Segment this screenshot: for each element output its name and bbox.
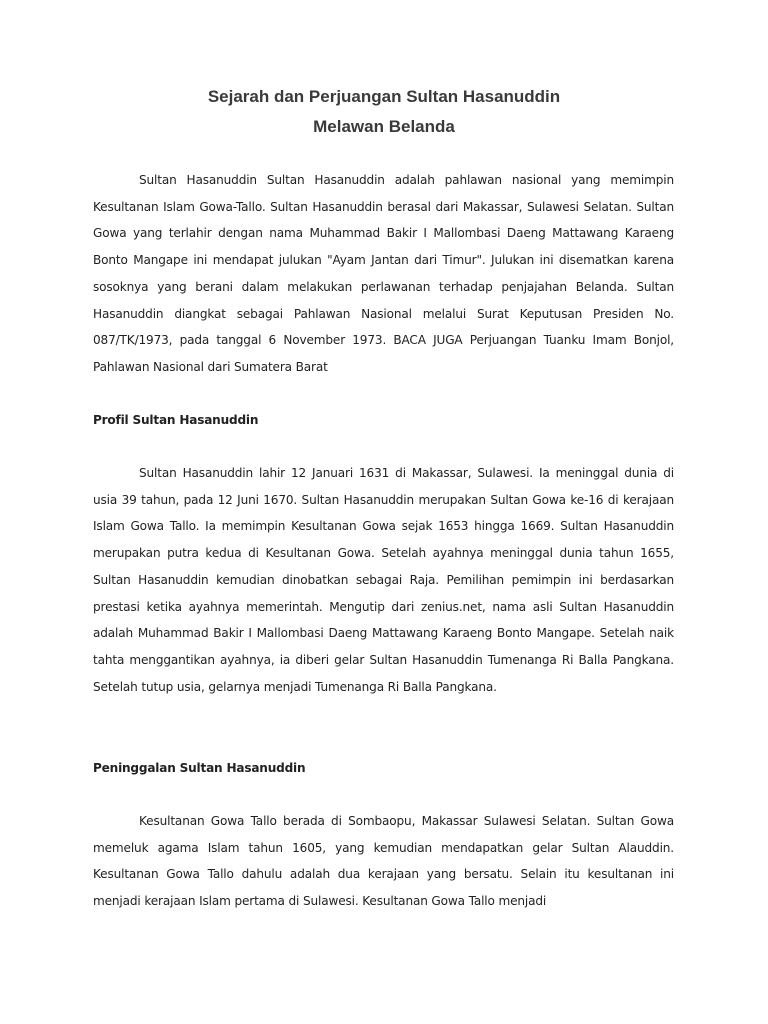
paragraph-peninggalan: Kesultanan Gowa Tallo berada di Sombaopu, Makassar Sulawesi Selatan. Sultan Gowa memeluk agama Islam tahun 1605, yang kemudian mendapatkan gelar Sultan Alauddin. Kesultanan Gowa Tallo dahulu adalah dua kerajaan yang bersatu. Selain itu kesultanan ini menjadi kerajaan Islam pertama di Sulawesi. Kesultanan Gowa Tallo menjadi xyxy=(93,814,674,909)
paragraph-profil: Sultan Hasanuddin lahir 12 Januari 1631 di Makassar, Sulawesi. Ia meninggal dunia di usia 39 tahun, pada 12 Juni 1670. Sultan Hasanuddin merupakan Sultan Gowa ke-16 di kerajaan Islam Gowa Tallo. Ia memimpin Kesultanan Gowa sejak 1653 hingga 1669. Sultan Hasanuddin merupakan putra kedua di Kesultanan Gowa. Setelah ayahnya meninggal dunia tahun 1655, Sultan Hasanuddin kemudian dinobatkan sebagai Raja. Pemilihan pemimpin ini berdasarkan prestasi ketika ayahnya memerintah. Mengutip dari zenius.net, nama asli Sultan Hasanuddin adalah Muhammad Bakir I Mallombasi Daeng Mattawang Karaeng Bonto Mangape. Setelah naik tahta menggantikan ayahnya, ia diberi gelar Sultan Hasanuddin Tumenanga Ri Balla Pangkana. Setelah tutup usia, gelarnya menjadi Tumenanga Ri Balla Pangkana. xyxy=(93,466,674,694)
document-title-line-2: Melawan Belanda xyxy=(313,117,455,136)
section-heading-profil: Profil Sultan Hasanuddin xyxy=(93,413,259,427)
section-heading-peninggalan: Peninggalan Sultan Hasanuddin xyxy=(93,761,306,775)
document-title-line-1: Sejarah dan Perjuangan Sultan Hasanuddin xyxy=(207,87,561,106)
paragraph-introduction: Sultan Hasanuddin Sultan Hasanuddin adalah pahlawan nasional yang memimpin Kesultanan Islam Gowa-Tallo. Sultan Hasanuddin berasal dari Makassar, Sulawesi Selatan. Sultan Gowa yang terlahir dengan nama Muhammad Bakir I Mallombasi Daeng Mattawang Karaeng Bonto Mangape ini mendapat julukan "Ayam Jantan dari Timur". Julukan ini disematkan karena sosoknya yang berani dalam melakukan perlawanan terhadap penjajahan Belanda. Sultan Hasanuddin diangkat sebagai Pahlawan Nasional melalui Surat Keputusan Presiden No. 087/TK/1973, pada tanggal 6 November 1973. BACA JUGA Perjuangan Tuanku Imam Bonjol, Pahlawan Nasional dari Sumatera Barat xyxy=(93,173,674,374)
